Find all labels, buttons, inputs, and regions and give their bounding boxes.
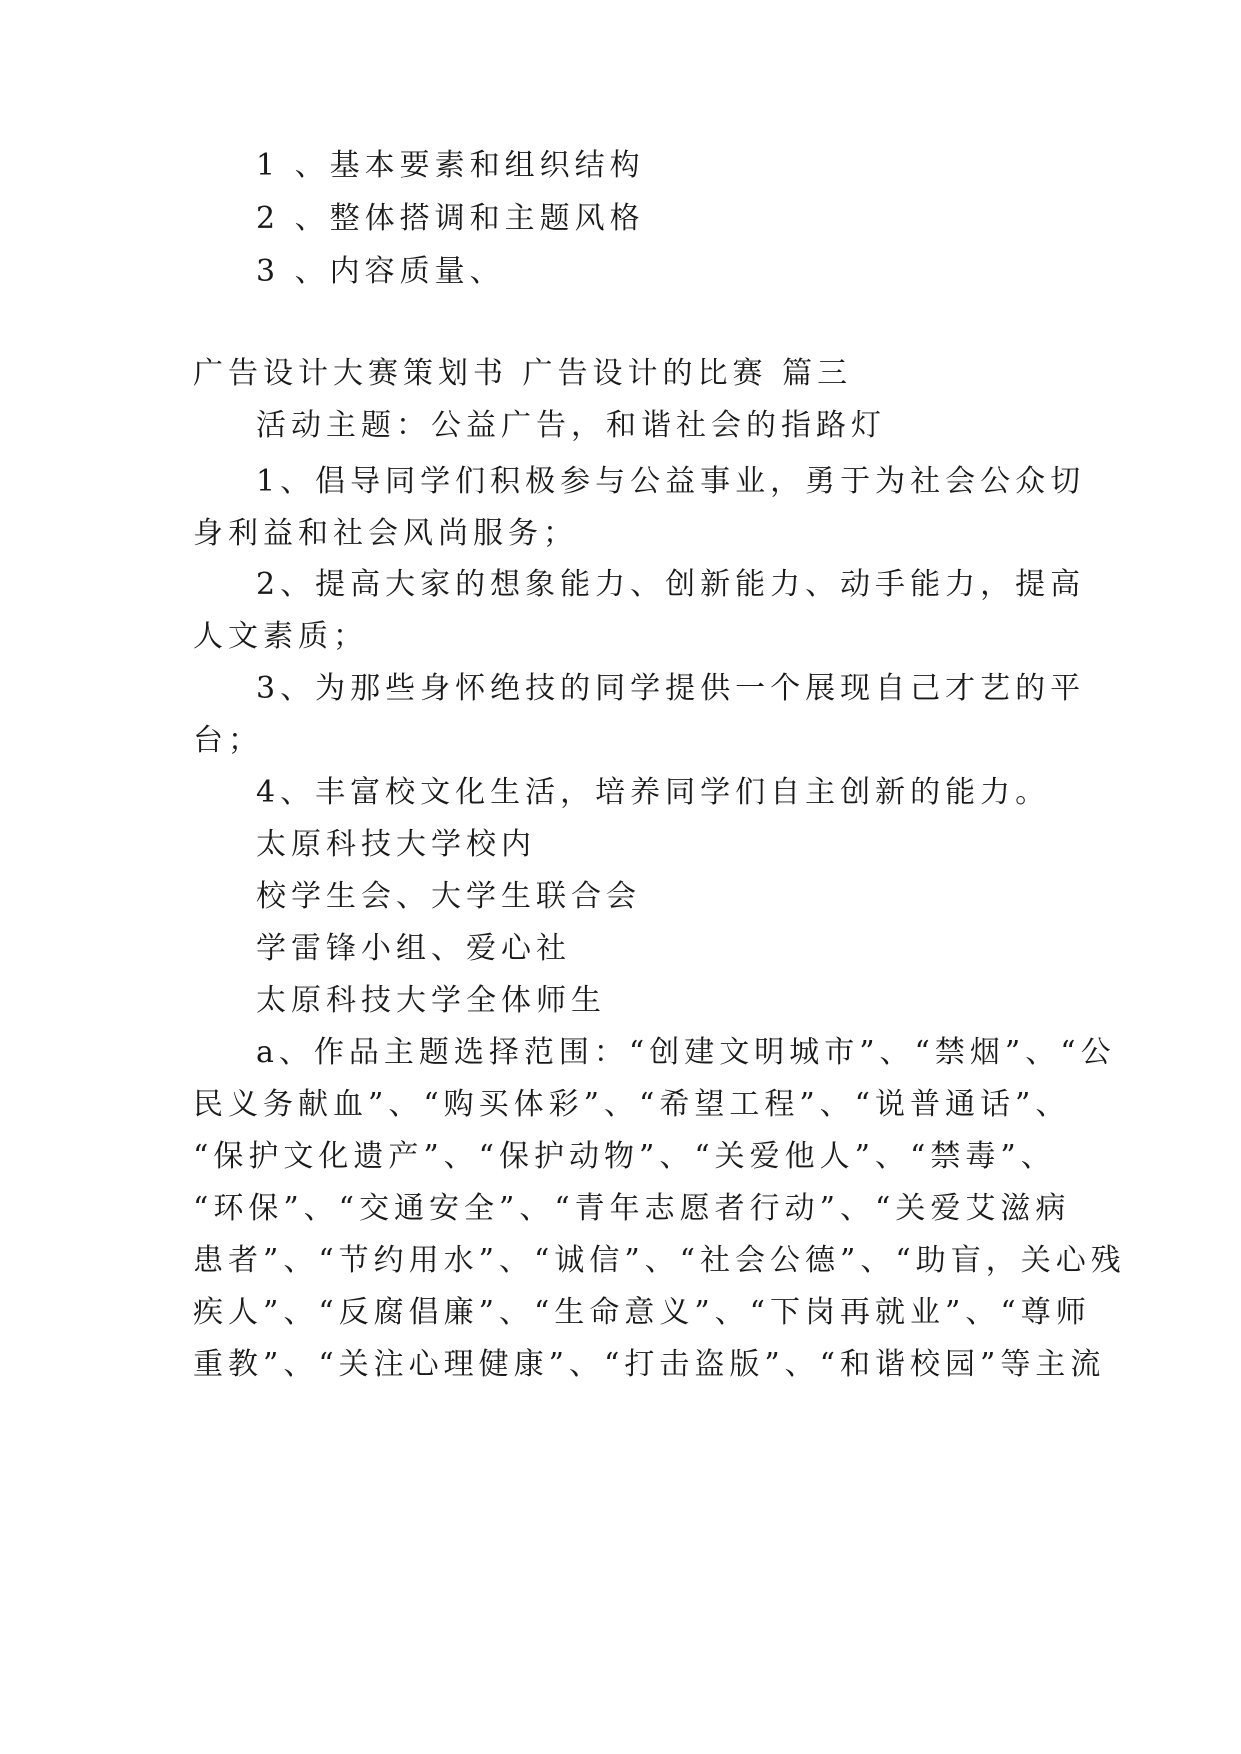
co-organizer: 学雷锋小组、爱心社 <box>256 931 571 966</box>
participants: 太原科技大学全体师生 <box>256 983 606 1018</box>
purpose-1-line-1: 1、倡导同学们积极参与公益事业，勇于为社会公众切 <box>256 464 1086 499</box>
purpose-2-line-2: 人文素质； <box>193 619 368 654</box>
topics-line-4: “环保”、“交通安全”、“青年志愿者行动”、“关爱艾滋病 <box>193 1191 1071 1226</box>
list-item-1: 1 、基本要素和组织结构 <box>256 148 645 183</box>
organizer: 校学生会、大学生联合会 <box>256 879 641 914</box>
topics-line-2: 民义务献血”、“购买体彩”、“希望工程”、“说普通话”、 <box>193 1087 1071 1122</box>
topics-line-5: 患者”、“节约用水”、“诚信”、“社会公德”、“助盲，关心残 <box>193 1243 1126 1278</box>
topics-line-6: 疾人”、“反腐倡廉”、“生命意义”、“下岗再就业”、“尊师 <box>193 1295 1091 1330</box>
purpose-2-line-1: 2、提高大家的想象能力、创新能力、动手能力，提高 <box>256 567 1086 602</box>
topics-line-1: a、作品主题选择范围：“创建文明城市”、“禁烟”、“公 <box>256 1035 1116 1070</box>
list-item-3: 3 、内容质量、 <box>256 254 505 289</box>
topics-line-3: “保护文化遗产”、“保护动物”、“关爱他人”、“禁毒”、 <box>193 1139 1056 1174</box>
purpose-3-line-1: 3、为那些身怀绝技的同学提供一个展现自己才艺的平 <box>256 671 1086 706</box>
purpose-4: 4、丰富校文化生活，培养同学们自主创新的能力。 <box>256 775 1051 810</box>
purpose-1-line-2: 身利益和社会风尚服务； <box>193 516 578 551</box>
section-title: 广告设计大赛策划书 广告设计的比赛 篇三 <box>193 356 853 391</box>
purpose-3-line-2: 台； <box>193 723 263 758</box>
activity-theme: 活动主题：公益广告，和谐社会的指路灯 <box>256 408 886 443</box>
activity-location: 太原科技大学校内 <box>256 827 536 862</box>
topics-line-7: 重教”、“关注心理健康”、“打击盗版”、“和谐校园”等主流 <box>193 1347 1106 1382</box>
list-item-2: 2 、整体搭调和主题风格 <box>256 201 645 236</box>
